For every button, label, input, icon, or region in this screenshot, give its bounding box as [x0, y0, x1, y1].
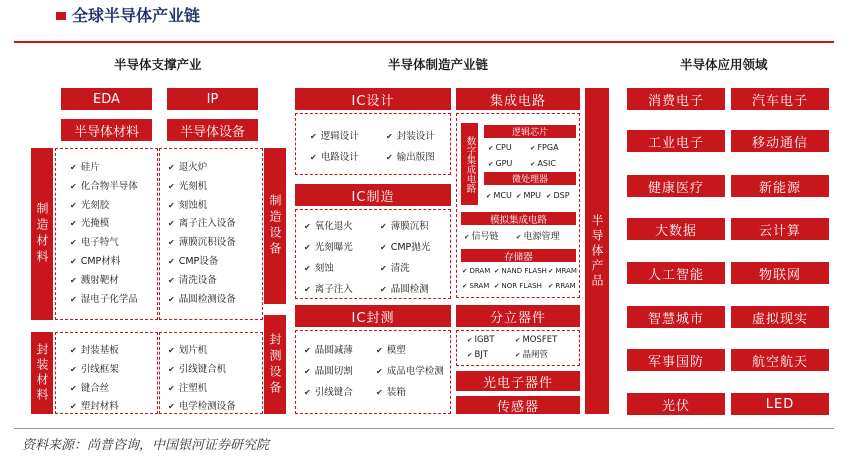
ic-design-title: IC设计 [295, 88, 451, 110]
app-new-energy: 新能源 [731, 175, 829, 197]
list-item: ✔ 清洗设备 [168, 272, 262, 291]
logic-chip-title: 逻辑芯片 [484, 125, 576, 138]
processor-title: 微处理器 [484, 172, 576, 185]
support-heading: 半导体支撑产业 [114, 57, 202, 72]
list-item: ✔ MPU [516, 188, 546, 204]
list-item: ✔ 信号链 [464, 230, 516, 245]
list-item: ✔ 晶圆减薄 [304, 340, 376, 361]
list-item: ✔ 清洗 [380, 258, 454, 279]
list-item: ✔ 塑封材料 [70, 398, 157, 417]
analog-ic-title: 模拟集成电路 [461, 212, 576, 225]
source-note: 资料来源：尚普咨询，中国银河证券研究院 [22, 438, 270, 453]
list-item: ✔ 模塑 [376, 340, 458, 361]
list-item: ✔ 晶圆检测设备 [168, 291, 262, 310]
products-label: 半导体产品 [585, 88, 609, 414]
list-item: ✔ 电路设计 [310, 147, 386, 168]
list-item: ✔ 化合物半导体 [70, 178, 157, 197]
list-item: ✔ 划片机 [168, 342, 262, 361]
discrete-box [456, 330, 580, 366]
pkg-materials-label: 封装材料 [31, 332, 53, 414]
list-item: ✔ ASIC [530, 156, 574, 172]
ic-manufacturing-box [295, 209, 451, 299]
list-item: ✔ FPGA [530, 140, 574, 156]
list-item: ✔ 硅片 [70, 159, 157, 178]
list-item: ✔ 引线键合机 [168, 361, 262, 380]
pkg-equipment-list [168, 342, 262, 417]
list-item: ✔ 引线键合 [304, 382, 376, 403]
ip-box: IP [167, 88, 258, 110]
manufacturing-heading: 半导体制造产业链 [388, 57, 489, 72]
page-title: 全球半导体产业链 [72, 6, 201, 25]
list-item: ✔ 氧化退火 [304, 216, 380, 237]
app-big-data: 大数据 [627, 218, 725, 240]
list-item: ✔ GPU [488, 156, 530, 172]
list-item: ✔ 光刻曝光 [304, 237, 380, 258]
app-virtual-reality: 虚拟现实 [731, 306, 829, 328]
app-automotive-electronics: 汽车电子 [731, 88, 829, 110]
ic-design-box [295, 113, 451, 175]
list-item: ✔ CMP设备 [168, 253, 262, 272]
list-item: ✔ 溅射靶材 [70, 272, 157, 291]
list-item: ✔ 逻辑设计 [310, 126, 386, 147]
app-photovoltaic: 光伏 [627, 393, 725, 415]
list-item: ✔ MRAM [548, 264, 578, 279]
list-item: ✔ NAND FLASH [494, 264, 548, 279]
app-aerospace: 航空航天 [731, 349, 829, 371]
list-item: ✔ MOSFET [515, 333, 577, 348]
mfg-equipment-label: 制造设备 [264, 148, 286, 304]
list-item: ✔ 光刻胶 [70, 197, 157, 216]
app-healthcare: 健康医疗 [627, 175, 725, 197]
list-item: ✔ 刻蚀 [304, 258, 380, 279]
list-item: ✔ BJT [467, 348, 515, 363]
list-item: ✔ 湿电子化学品 [70, 291, 157, 310]
mfg-equipment-box [159, 148, 263, 320]
app-consumer-electronics: 消费电子 [627, 88, 725, 110]
app-smart-city: 智慧城市 [627, 306, 725, 328]
list-item: ✔ RRAM [548, 279, 578, 294]
materials-title: 半导体材料 [61, 119, 152, 141]
list-item: ✔ 晶闸管 [515, 348, 577, 363]
list-item: ✔ DRAM [462, 264, 494, 279]
app-artificial-intelligence: 人工智能 [627, 262, 725, 284]
list-item: ✔ 输出版图 [386, 147, 456, 168]
title-accent [56, 12, 66, 20]
list-item: ✔ CMP材料 [70, 253, 157, 272]
mfg-equipment-list [168, 159, 262, 309]
eda-box: EDA [61, 88, 152, 110]
list-item: ✔ 引线框架 [70, 361, 157, 380]
memory-title: 存储器 [461, 249, 576, 262]
ic-manufacturing-title: IC制造 [295, 184, 451, 206]
app-internet-of-things: 物联网 [731, 262, 829, 284]
processor-list [486, 188, 578, 204]
list-item: ✔ CMP抛光 [380, 237, 454, 258]
pkg-materials-list [70, 342, 157, 417]
sensor-box: 传感器 [456, 396, 580, 414]
list-item: ✔ 封装基板 [70, 342, 157, 361]
mfg-materials-box [55, 148, 158, 320]
pkg-equipment-box [159, 332, 263, 414]
list-item: ✔ SRAM [462, 279, 494, 294]
bottom-divider [14, 428, 834, 429]
memory-list [462, 264, 578, 294]
list-item: ✔ 离子注入 [304, 279, 380, 300]
list-item: ✔ 电学检测设备 [168, 398, 262, 417]
list-item: ✔ 刻蚀机 [168, 197, 262, 216]
list-item: ✔ 注塑机 [168, 380, 262, 399]
ic-packaging-box [295, 330, 451, 414]
list-item: ✔ CPU [488, 140, 530, 156]
list-item: ✔ 电源管理 [516, 230, 576, 245]
top-divider [14, 41, 834, 43]
list-item: ✔ 薄膜沉积 [380, 216, 454, 237]
logic-chip-list [488, 140, 578, 172]
equipment-title: 半导体设备 [167, 119, 258, 141]
mfg-materials-list [70, 159, 157, 309]
integrated-circuit-title: 集成电路 [456, 88, 580, 110]
analog-ic-list [464, 230, 576, 245]
list-item: ✔ 离子注入设备 [168, 215, 262, 234]
optoelectronic-box: 光电子器件 [456, 371, 580, 391]
list-item: ✔ 晶圆切割 [304, 361, 376, 382]
app-mobile-communication: 移动通信 [731, 130, 829, 152]
list-item: ✔ IGBT [467, 333, 515, 348]
list-item: ✔ DSP [546, 188, 576, 204]
list-item: ✔ 装箱 [376, 382, 458, 403]
list-item: ✔ 退火炉 [168, 159, 262, 178]
list-item: ✔ 薄膜沉积设备 [168, 234, 262, 253]
ic-packaging-title: IC封测 [295, 305, 451, 327]
list-item: ✔ 成品电学检测 [376, 361, 458, 382]
pkg-materials-box [55, 332, 158, 414]
applications-heading: 半导体应用领域 [680, 57, 768, 72]
app-industrial-electronics: 工业电子 [627, 130, 725, 152]
pkg-equipment-label: 封测设备 [264, 315, 286, 414]
app-cloud-computing: 云计算 [731, 218, 829, 240]
list-item: ✔ 光刻机 [168, 178, 262, 197]
discrete-title: 分立器件 [456, 305, 580, 327]
list-item: ✔ NOR FLASH [494, 279, 548, 294]
list-item: ✔ 电子特气 [70, 234, 157, 253]
list-item: ✔ 光掩模 [70, 215, 157, 234]
list-item: ✔ 封装设计 [386, 126, 456, 147]
app-led: LED [731, 393, 829, 415]
list-item: ✔ MCU [486, 188, 516, 204]
mfg-materials-label: 制造材料 [31, 148, 53, 320]
list-item: ✔ 晶圆检测 [380, 279, 454, 300]
digital-ic-label: 数字集成电路 [461, 123, 478, 205]
app-military-defense: 军事国防 [627, 349, 725, 371]
list-item: ✔ 键合丝 [70, 380, 157, 399]
